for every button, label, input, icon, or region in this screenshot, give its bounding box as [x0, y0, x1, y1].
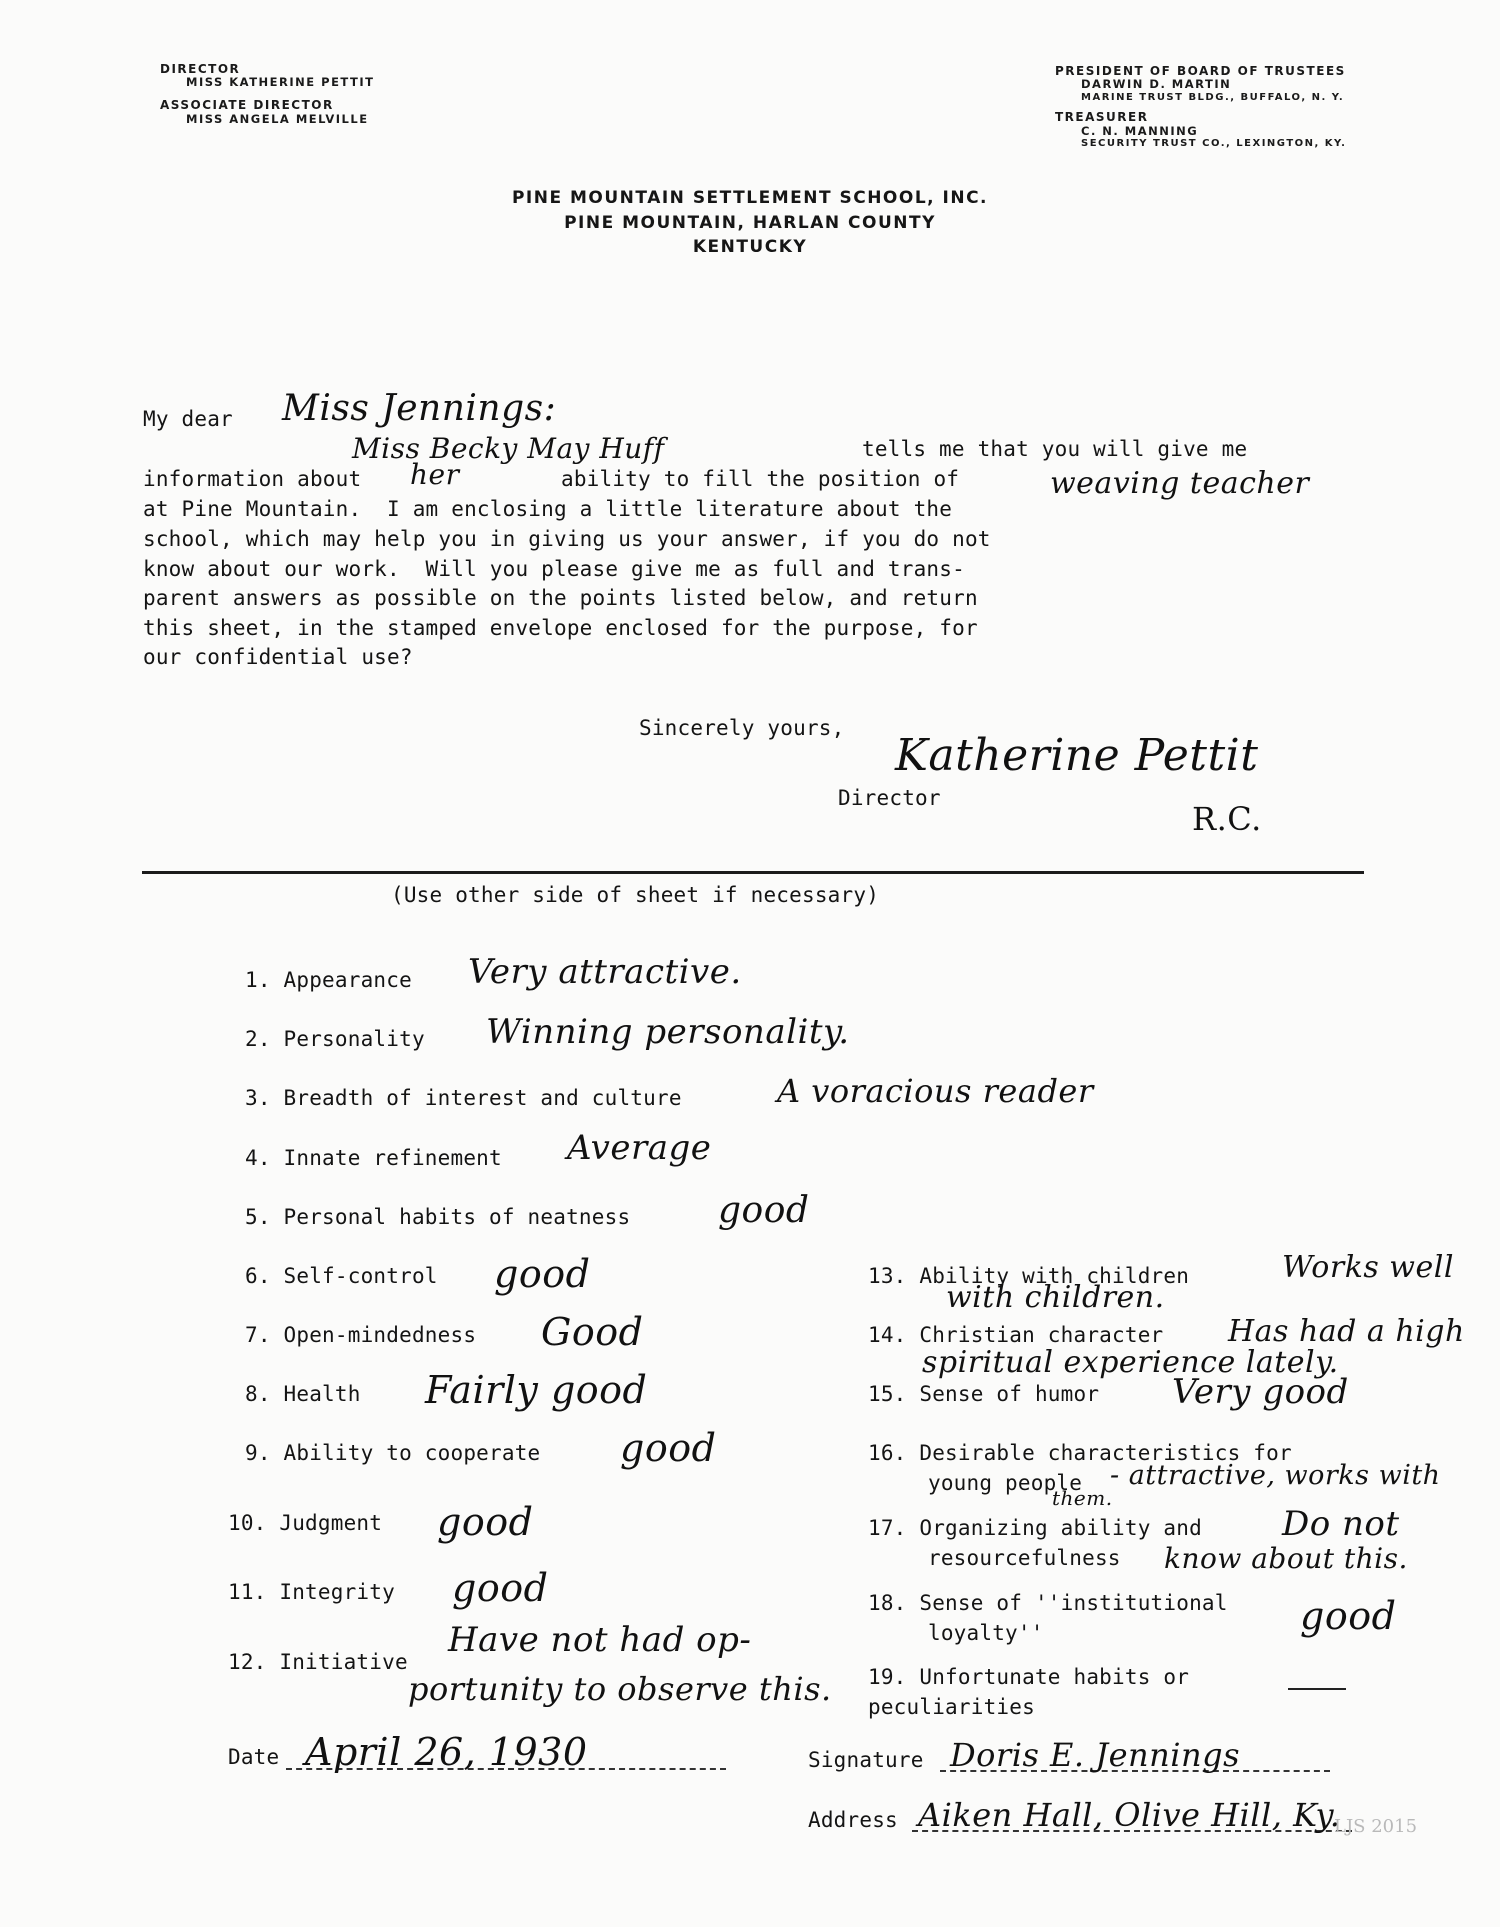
question-17-answer-line-1: Do not — [1282, 1504, 1400, 1544]
question-9-label: 9. Ability to cooperate — [245, 1441, 541, 1465]
address-label: Address — [808, 1808, 898, 1832]
closing: Sincerely yours, — [639, 716, 845, 740]
question-14-answer-line-2: spiritual experience lately. — [922, 1345, 1339, 1380]
officers-left — [160, 62, 375, 126]
letter-line-4: school, which may help you in giving us your answer, if you do not — [143, 527, 991, 551]
question-4-answer: Average — [567, 1128, 712, 1168]
school-state: KENTUCKY — [692, 237, 808, 258]
question-2-answer: Winning personality. — [486, 1012, 850, 1052]
pronoun-handwritten: her — [410, 458, 460, 491]
question-8-answer: Fairly good — [425, 1368, 648, 1412]
treasurer-name: C. N. MANNING — [1081, 123, 1199, 138]
letter-line-6: parent answers as possible on the points listed below, and return — [143, 586, 978, 610]
president-title: PRESIDENT OF BOARD OF TRUSTEES — [1055, 64, 1346, 78]
question-14-answer-line-1: Has had a high — [1228, 1314, 1465, 1349]
divider-rule — [142, 871, 1364, 874]
letter-line-3: at Pine Mountain. I am enclosing a little literature about the — [143, 497, 953, 521]
officers-right — [1055, 64, 1346, 150]
question-3-answer: A voracious reader — [777, 1072, 1094, 1110]
question-2-label: 2. Personality — [245, 1027, 425, 1051]
other-side-note: (Use other side of sheet if necessary) — [391, 883, 880, 907]
letter-line-2-start: information about — [143, 467, 362, 491]
question-18-label-line-1: 18. Sense of ''institutional — [868, 1591, 1228, 1615]
question-6-label: 6. Self-control — [245, 1264, 438, 1288]
school-name: PINE MOUNTAIN SETTLEMENT SCHOOL, INC. — [511, 188, 989, 208]
associate-director-name: MISS ANGELA MELVILLE — [186, 111, 369, 126]
question-12-label: 12. Initiative — [228, 1650, 408, 1674]
respondent-signature-handwritten: Doris E. Jennings — [950, 1736, 1240, 1774]
director-title: DIRECTOR — [160, 62, 241, 76]
question-16-label-line-2: young people — [928, 1471, 1083, 1495]
treasurer-title: TREASURER — [1055, 110, 1149, 125]
question-7-answer: Good — [541, 1310, 644, 1354]
letter-line-1: tells me that you will give me — [862, 437, 1248, 461]
question-1-label: 1. Appearance — [245, 968, 412, 992]
associate-director-title: ASSOCIATE DIRECTOR — [160, 98, 334, 113]
question-1-answer: Very attractive. — [468, 952, 742, 992]
letter-line-2-mid: ability to fill the position of — [561, 467, 960, 491]
question-8-label: 8. Health — [245, 1382, 361, 1406]
question-18-label-line-2: loyalty'' — [928, 1621, 1044, 1645]
question-12-answer-line-2: portunity to observe this. — [408, 1670, 832, 1708]
question-13-answer-line-2: with children. — [946, 1280, 1165, 1315]
candidate-name-handwritten: Miss Becky May Huff — [352, 432, 665, 465]
question-11-label: 11. Integrity — [228, 1580, 395, 1604]
question-19-label-line-1: 19. Unfortunate habits or — [868, 1665, 1190, 1689]
question-14-label: 14. Christian character — [868, 1323, 1164, 1347]
question-10-label: 10. Judgment — [228, 1511, 383, 1535]
question-13-answer-line-1: Works well — [1282, 1250, 1454, 1285]
question-16-answer: - attractive, works with — [1110, 1460, 1441, 1491]
treasurer-address: SECURITY TRUST CO., LEXINGTON, KY. — [1081, 138, 1347, 150]
director-signature-handwritten: Katherine Pettit — [895, 730, 1259, 781]
question-17-label-line-1: 17. Organizing ability and — [868, 1516, 1202, 1540]
question-3-label: 3. Breadth of interest and culture — [245, 1086, 682, 1110]
question-13-label: 13. Ability with children — [868, 1264, 1190, 1288]
school-location: PINE MOUNTAIN, HARLAN COUNTY — [564, 212, 936, 233]
salutation-handwritten: Miss Jennings: — [282, 388, 557, 429]
question-19-answer-dash — [1288, 1688, 1346, 1690]
signer-title: Director — [838, 786, 941, 810]
president-address: MARINE TRUST BLDG., BUFFALO, N. Y. — [1081, 92, 1345, 104]
question-9-answer: good — [620, 1426, 717, 1470]
director-name: MISS KATHERINE PETTIT — [186, 75, 375, 90]
question-15-answer: Very good — [1172, 1372, 1349, 1412]
question-5-label: 5. Personal habits of neatness — [245, 1205, 631, 1229]
question-18-answer: good — [1300, 1594, 1397, 1638]
date-handwritten: April 26, 1930 — [305, 1730, 588, 1774]
letterhead — [0, 186, 1500, 260]
watermark: LJS 2015 — [1334, 1816, 1418, 1837]
question-7-label: 7. Open-mindedness — [245, 1323, 477, 1347]
question-15-label: 15. Sense of humor — [868, 1382, 1100, 1406]
letter-line-7: this sheet, in the stamped envelope enclosed for the purpose, for — [143, 616, 978, 640]
date-label: Date — [228, 1745, 280, 1769]
salutation: My dear — [143, 407, 233, 431]
letter-line-5: know about our work. Will you please give me as full and trans- — [143, 557, 965, 581]
question-5-answer: good — [718, 1190, 810, 1231]
question-6-answer: good — [494, 1252, 591, 1296]
question-12-answer-line-1: Have not had op- — [448, 1620, 752, 1660]
question-19-label-line-2: peculiarities — [868, 1695, 1035, 1719]
question-10-answer: good — [437, 1500, 534, 1544]
position-handwritten: weaving teacher — [1050, 466, 1310, 501]
question-4-label: 4. Innate refinement — [245, 1146, 502, 1170]
letter-line-8: our confidential use? — [143, 645, 413, 669]
question-16-answer-insert: them. — [1052, 1486, 1113, 1510]
signature-label: Signature — [808, 1748, 924, 1772]
initials-handwritten: R.C. — [1192, 800, 1262, 838]
address-handwritten: Aiken Hall, Olive Hill, Ky. — [918, 1796, 1341, 1834]
question-11-answer: good — [452, 1566, 549, 1610]
question-17-label-line-2: resourcefulness — [928, 1546, 1121, 1570]
question-16-label-line-1: 16. Desirable characteristics for — [868, 1441, 1292, 1465]
question-17-answer-line-2: know about this. — [1164, 1542, 1408, 1575]
president-name: DARWIN D. MARTIN — [1081, 77, 1232, 92]
